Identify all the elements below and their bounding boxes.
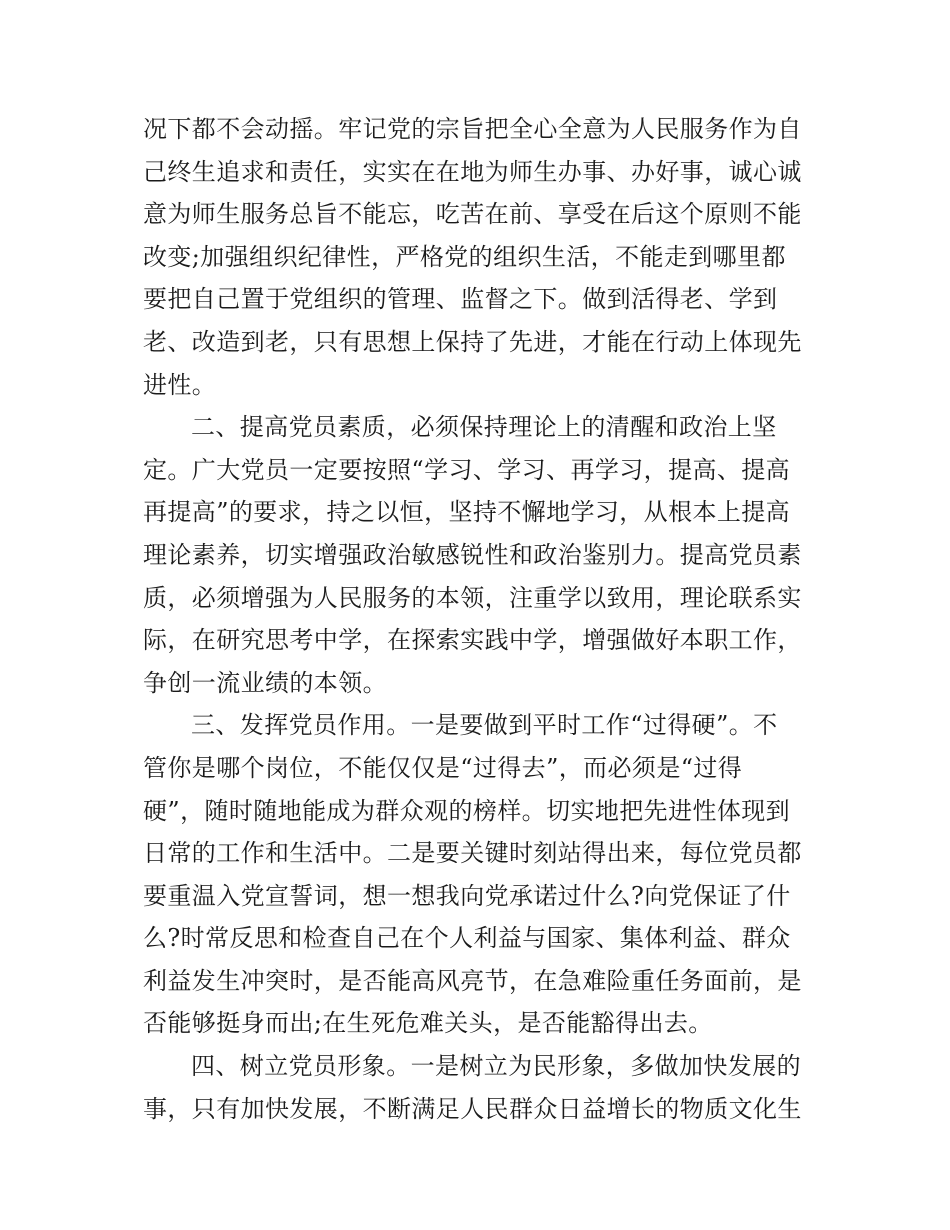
section-three-heading-line: 三、发挥党员作用。一是要做到平时工作“过得硬”。不 — [191, 711, 778, 740]
text-line: 况下都不会动摇。牢记党的宗旨把全心全意为人民服务作为自 — [143, 115, 802, 143]
text-line: 际，在研究思考中学，在探索实践中学，增强做好本职工作， — [143, 626, 802, 655]
text-line: 老、改造到老，只有思想上保持了先进，才能在行动上体现先 — [143, 327, 802, 356]
section-two-heading-line: 二、提高党员素质，必须保持理论上的清醒和政治上坚 — [191, 413, 777, 442]
text-line: 争创一流业绩的本领。 — [143, 668, 387, 697]
text-line: 么?时常反思和检查自己在个人利益与国家、集体利益、群众 — [143, 924, 791, 953]
text-line: 利益发生冲突时，是否能高风亮节，在急难险重任务面前，是 — [143, 966, 802, 995]
text-line: 意为师生服务总旨不能忘，吃苦在前、享受在后这个原则不能 — [143, 200, 802, 229]
section-four-heading-line: 四、树立党员形象。一是树立为民形象，多做加快发展的 — [191, 1052, 801, 1081]
text-line: 己终生追求和责任，实实在在地为师生办事、办好事，诚心诚 — [143, 157, 802, 186]
body-text — [143, 108, 823, 1130]
text-line: 日常的工作和生活中。二是要关键时刻站得出来，每位党员都 — [143, 839, 802, 868]
text-line: 硬”，随时随地能成为群众观的榜样。切实地把先进性体现到 — [143, 796, 791, 825]
text-line: 否能够挺身而出;在生死危难关头，是否能豁得出去。 — [143, 1009, 713, 1038]
text-line: 要重温入党宣誓词，想一想我向党承诺过什么?向党保证了什 — [143, 881, 791, 910]
text-line: 定。广大党员一定要按照“学习、学习、再学习，提高、提高 — [143, 455, 791, 484]
text-line: 再提高”的要求，持之以恒，坚持不懈地学习，从根本上提高 — [143, 498, 791, 527]
text-line: 进性。 — [143, 370, 217, 399]
text-line: 要把自己置于党组织的管理、监督之下。做到活得老、学到 — [143, 285, 778, 314]
text-line: 改变;加强组织纪律性，严格党的组织生活，不能走到哪里都 — [143, 242, 786, 271]
text-line: 管你是哪个岗位，不能仅仅是“过得去”，而必须是“过得 — [143, 753, 743, 782]
text-line: 质，必须增强为人民服务的本领，注重学以致用，理论联系实 — [143, 583, 802, 612]
text-line: 理论素养，切实增强政治敏感锐性和政治鉴别力。提高党员素 — [143, 540, 802, 569]
text-line: 事，只有加快发展，不断满足人民群众日益增长的物质文化生 — [143, 1094, 802, 1123]
